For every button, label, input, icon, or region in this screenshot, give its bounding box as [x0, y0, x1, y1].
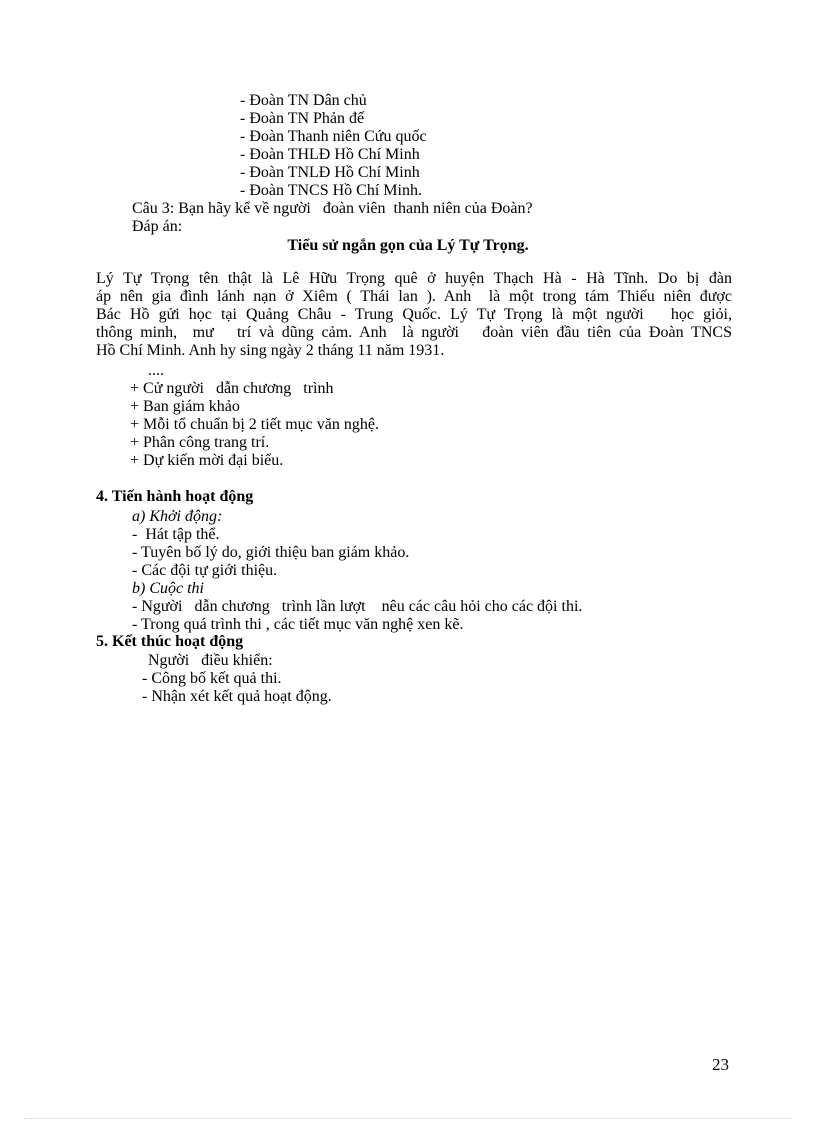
preparation-item: + Mỗi tổ chuẩn bị 2 tiết mục văn nghệ.	[130, 416, 379, 433]
bio-line: Bác Hồ gửi học tại Quảng Châu - Trung Quốc. Lý Tự Trọng là một người học giỏi,	[96, 306, 732, 323]
question-3: Câu 3: Bạn hãy kể về người đoàn viên thanh niên của Đoàn?	[132, 200, 533, 217]
answer-label: Đáp án:	[132, 218, 183, 235]
bio-paragraph	[96, 270, 732, 360]
doan-name-item: - Đoàn TNCS Hồ Chí Minh.	[240, 182, 422, 199]
section-5-item: - Nhận xét kết quả hoạt động.	[142, 688, 332, 705]
doan-name-item: - Đoàn TNLĐ Hồ Chí Minh	[240, 164, 420, 181]
preparation-item: + Cử người dẫn chương trình	[130, 380, 334, 397]
bio-title: Tiểu sử ngắn gọn của Lý Tự Trọng.	[287, 237, 529, 254]
section-4b-subheading: b) Cuộc thi	[132, 580, 204, 597]
section-4b-item: - Trong quá trình thi , các tiết mục văn nghệ xen kẽ.	[132, 616, 464, 633]
doan-name-item: - Đoàn TN Dân chủ	[240, 92, 367, 109]
footer-divider	[24, 1118, 792, 1119]
page-number: 23	[712, 1055, 729, 1074]
section-4b-item: - Người dẫn chương trình lần lượt nêu các câu hỏi cho các đội thi.	[132, 598, 583, 615]
preparation-item: + Ban giám khảo	[130, 398, 240, 415]
section-5-leader: Người điều khiển:	[148, 652, 273, 669]
preparation-item: + Dự kiến mời đại biểu.	[130, 452, 284, 469]
doan-name-item: - Đoàn TN Phản đế	[240, 110, 365, 127]
bio-line: thông minh, mư trí và dũng cảm. Anh là người đoàn viên đầu tiên của Đoàn TNCS	[96, 324, 732, 341]
section-5-item: - Công bố kết quả thi.	[142, 670, 282, 687]
preparation-item: + Phân công trang trí.	[130, 434, 270, 451]
section-4-heading: 4. Tiến hành hoạt động	[96, 488, 254, 505]
section-4a-item: - Tuyên bố lý do, giới thiệu ban giám khảo.	[132, 544, 410, 561]
bio-line: áp nên gia đình lánh nạn ở Xiêm ( Thái lan ). Anh là một trong tám Thiếu niên được	[96, 288, 732, 305]
doan-name-item: - Đoàn THLĐ Hồ Chí Minh	[240, 146, 420, 163]
ellipsis: ....	[148, 362, 164, 379]
section-5-heading: 5. Kết thúc hoạt động	[96, 633, 244, 650]
section-4a-item: - Hát tập thể.	[132, 526, 220, 543]
bio-line: Lý Tự Trọng tên thật là Lê Hữu Trọng quê ở huyện Thạch Hà - Hà Tĩnh. Do bị đàn	[96, 270, 732, 287]
bio-line: Hồ Chí Minh. Anh hy sing ngày 2 tháng 11 năm 1931.	[96, 342, 445, 359]
section-4a-item: - Các đội tự giới thiệu.	[132, 562, 278, 579]
doan-name-item: - Đoàn Thanh niên Cứu quốc	[240, 128, 427, 145]
section-4a-subheading: a) Khởi động:	[132, 508, 223, 525]
